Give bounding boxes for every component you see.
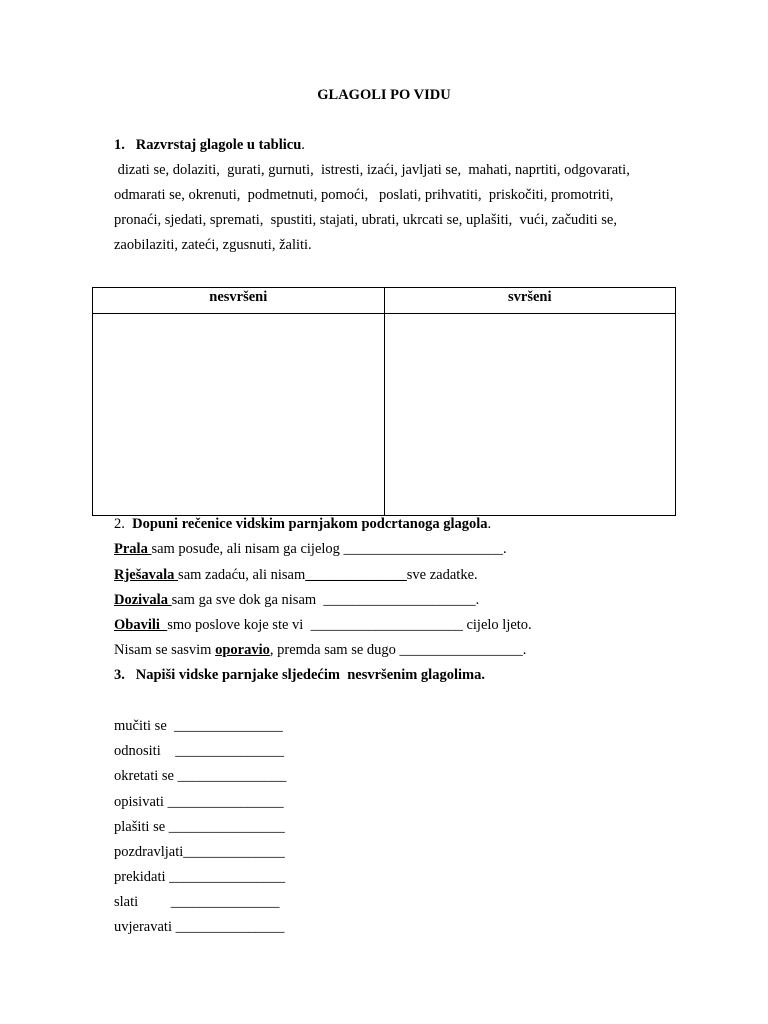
task2-heading-text: Dopuni rečenice vidskim parnjakom podcrtanoga glagola — [132, 516, 488, 532]
task3-heading-end: . — [481, 667, 485, 683]
underlined-verb: Dozivala — [114, 592, 172, 608]
task3-heading — [114, 666, 485, 684]
task1-verb-line-4: zaobilaziti, zateći, zgusnuti, žaliti. — [114, 237, 312, 253]
verb-pair-item[interactable]: plašiti se ________________ — [114, 819, 285, 835]
sentence-5 — [114, 641, 526, 659]
sentence-4 — [114, 616, 532, 634]
underlined-verb: Obavili — [114, 617, 168, 633]
task3-heading-text: Napiši vidske parnjake sljedećim nesvršenim glagolima — [135, 667, 482, 683]
sorting-table — [92, 287, 676, 516]
task1-verb-line-2: odmarati se, okrenuti, podmetnuti, pomoći, poslati, prihvatiti, priskočiti, promotriti, — [114, 187, 614, 203]
verb-pair-item[interactable]: prekidati ________________ — [114, 869, 286, 885]
task1-heading-end: . — [301, 137, 305, 153]
task1-verb-line-1: dizati se, dolaziti, gurati, gurnuti, istresti, izaći, javljati se, mahati, naprtiti, odgovarati, — [114, 162, 630, 178]
sentence-text: sam zadaću, ali nisam — [178, 567, 306, 583]
task1-number: 1. — [114, 137, 125, 153]
sentence-end: . — [522, 642, 527, 658]
sentence-text: sam ga sve dok ga nisam — [171, 592, 324, 608]
sentence-text: , premda sam se dugo — [269, 642, 400, 658]
sentence-text: Nisam se sasvim — [114, 642, 216, 658]
verb-pair-item[interactable]: pozdravljati______________ — [114, 844, 285, 860]
sentence-2 — [114, 566, 478, 584]
sentence-text: sam posuđe, ali nisam ga cijelog — [151, 541, 340, 557]
verb-pair-item[interactable]: okretati se _______________ — [114, 768, 287, 784]
answer-blank[interactable]: _________________ — [399, 642, 523, 658]
sentence-end: cijelo ljeto. — [462, 617, 532, 633]
task3-number: 3. — [114, 667, 125, 683]
sentence-3 — [114, 591, 479, 609]
answer-cell-nesvrseni[interactable] — [93, 314, 385, 516]
task1-verb-line-3: pronaći, sjedati, spremati, spustiti, stajati, ubrati, ukrcati se, uplašiti, vući, začuditi se, — [114, 212, 617, 228]
task2-heading — [114, 515, 491, 533]
answer-blank[interactable]: ______________ — [305, 567, 407, 583]
answer-blank[interactable]: _____________________ — [323, 592, 476, 608]
answer-blank[interactable]: ______________________ — [339, 541, 504, 557]
task1-heading-text: Razvrstaj glagole u tablicu — [135, 137, 302, 153]
underlined-verb: Prala — [114, 541, 152, 557]
underlined-verb: Rješavala — [114, 567, 179, 583]
verb-pair-item[interactable]: mučiti se _______________ — [114, 718, 283, 734]
underlined-verb: oporavio — [215, 642, 270, 658]
verb-pair-item[interactable]: slati _______________ — [114, 894, 280, 910]
column-header-nesvrseni: nesvršeni — [93, 288, 385, 314]
verb-pair-item[interactable]: uvjeravati _______________ — [114, 919, 285, 935]
verb-pair-item[interactable]: opisivati ________________ — [114, 794, 284, 810]
sentence-end: . — [503, 541, 507, 557]
sentence-end: sve zadatke. — [406, 567, 478, 583]
sentence-end: . — [475, 592, 480, 608]
answer-blank[interactable]: _____________________ — [310, 617, 463, 633]
sentence-text: smo poslove koje ste vi — [167, 617, 311, 633]
verb-pair-item[interactable]: odnositi _______________ — [114, 743, 284, 759]
page-title: GLAGOLI PO VIDU — [317, 87, 451, 103]
task2-number: 2. — [114, 516, 125, 532]
task2-heading-end: . — [487, 516, 492, 532]
task1-heading — [114, 136, 305, 154]
column-header-svrseni: svršeni — [384, 288, 676, 314]
sentence-1 — [114, 540, 507, 558]
answer-cell-svrseni[interactable] — [384, 314, 676, 516]
